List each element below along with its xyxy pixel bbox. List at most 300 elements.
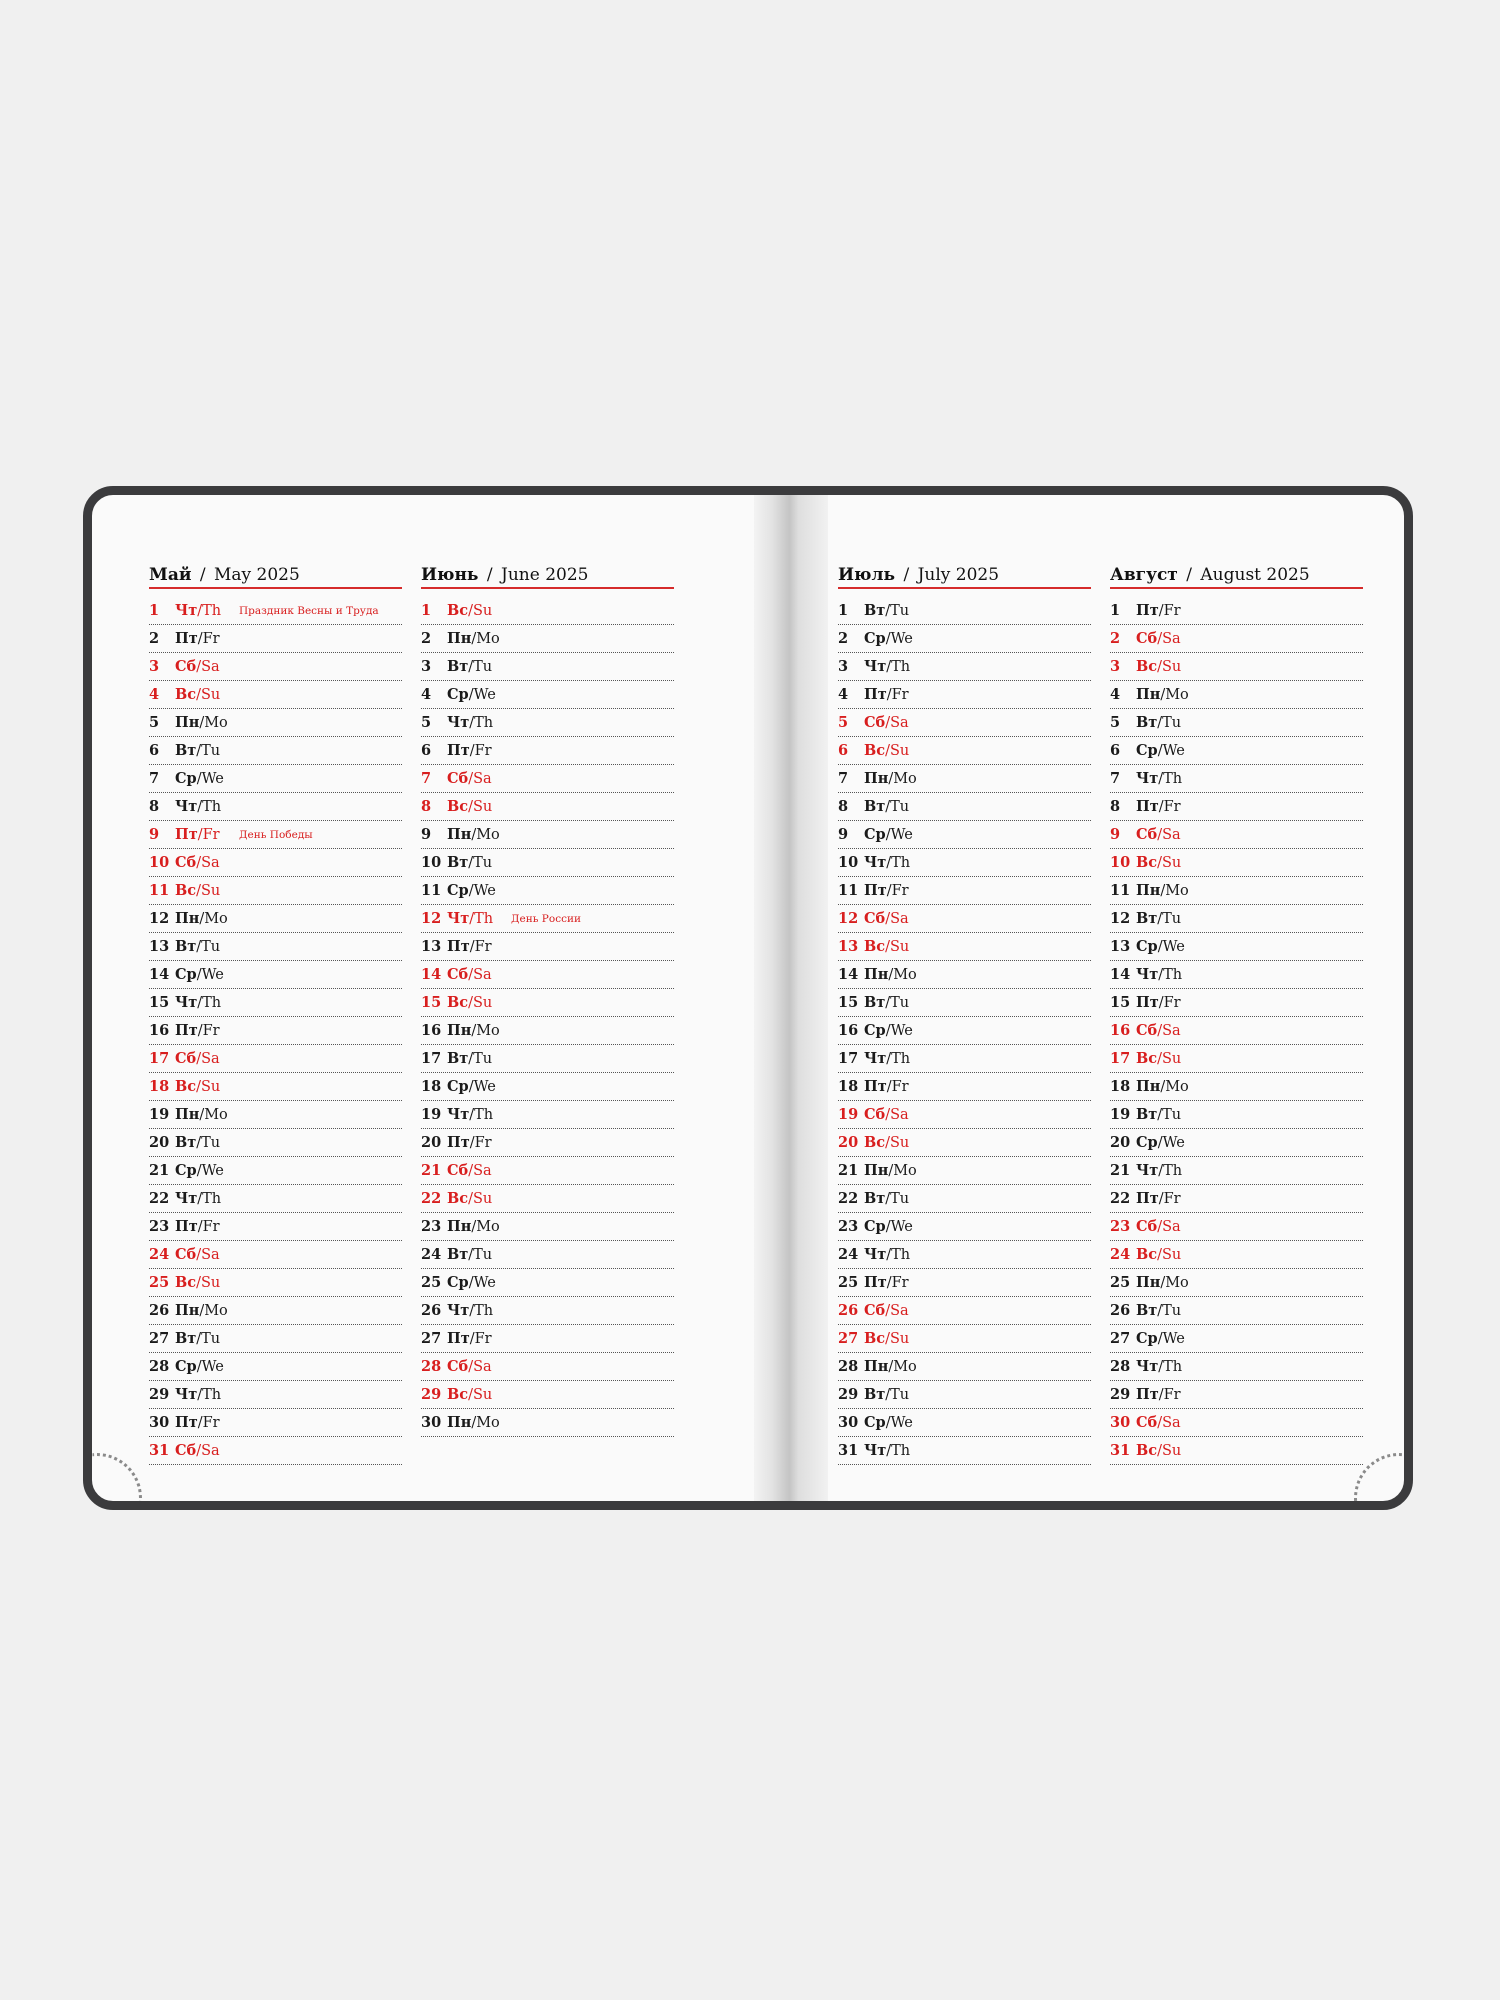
day-number: 4 <box>421 686 432 703</box>
day-number: 14 <box>1110 966 1131 983</box>
weekday-en: Tu <box>473 1247 493 1263</box>
weekday-ru: Сб <box>864 910 886 927</box>
weekday-ru: Пт <box>175 826 198 843</box>
day-number: 25 <box>149 1274 170 1291</box>
weekday-en: Su <box>889 1135 910 1151</box>
weekday-ru: Вс <box>447 994 469 1011</box>
weekday-en: Th <box>474 715 494 731</box>
day-number: 26 <box>421 1302 442 1319</box>
weekday-en: Fr <box>1163 799 1181 815</box>
day-number: 5 <box>1110 714 1121 731</box>
day-number: 29 <box>1110 1386 1131 1403</box>
weekday-en: Mo <box>893 771 917 787</box>
weekday-en: Mo <box>1165 883 1189 899</box>
day-row <box>838 878 1091 905</box>
weekday-ru: Чт <box>1136 770 1159 787</box>
weekday-en: Su <box>472 1191 493 1207</box>
day-number: 20 <box>421 1134 442 1151</box>
day-number: 22 <box>1110 1190 1131 1207</box>
day-row <box>149 1102 402 1129</box>
weekday-ru: Ср <box>864 1022 886 1039</box>
weekday-en: We <box>890 1023 913 1039</box>
weekday-en: We <box>201 1359 224 1375</box>
weekday-ru: Пн <box>1136 1078 1161 1095</box>
weekday-separator: / <box>469 1331 475 1347</box>
weekday-en: Fr <box>1163 995 1181 1011</box>
weekday-en: Fr <box>202 827 220 843</box>
day-row <box>838 682 1091 709</box>
weekday-en: Sa <box>890 1107 909 1123</box>
holiday-note: День России <box>511 913 581 925</box>
weekday-ru: Вс <box>175 1078 197 1095</box>
weekday-ru: Чт <box>447 714 470 731</box>
weekday-separator: / <box>885 1387 891 1403</box>
weekday-en: Tu <box>890 1191 910 1207</box>
weekday-en: Fr <box>474 743 492 759</box>
day-number: 11 <box>1110 882 1131 899</box>
day-number: 14 <box>421 966 442 983</box>
weekday-ru: Пн <box>447 826 472 843</box>
weekday-ru: Вс <box>447 602 469 619</box>
weekday-ru: Вт <box>447 1050 469 1067</box>
weekday-ru: Вт <box>175 742 197 759</box>
day-row <box>149 1438 402 1465</box>
day-number: 5 <box>421 714 432 731</box>
weekday-ru: Пт <box>447 1330 470 1347</box>
day-number: 31 <box>149 1442 170 1459</box>
day-number: 9 <box>421 826 432 843</box>
day-number: 1 <box>1110 602 1121 619</box>
weekday-en: Mo <box>476 827 500 843</box>
weekday-en: We <box>473 883 496 899</box>
weekday-ru: Вт <box>447 854 469 871</box>
weekday-ru: Сб <box>175 1442 197 1459</box>
day-number: 7 <box>421 770 432 787</box>
weekday-separator: / <box>199 911 205 927</box>
weekday-separator: / <box>196 1135 202 1151</box>
day-row <box>421 654 674 681</box>
weekday-separator: / <box>468 659 474 675</box>
day-row <box>838 598 1091 625</box>
weekday-ru: Пт <box>1136 994 1159 1011</box>
weekday-ru: Пн <box>864 1162 889 1179</box>
weekday-separator: / <box>196 743 202 759</box>
weekday-ru: Пн <box>1136 686 1161 703</box>
day-row <box>421 1186 674 1213</box>
weekday-en: Su <box>1161 855 1182 871</box>
weekday-en: We <box>473 1079 496 1095</box>
day-number: 2 <box>149 630 160 647</box>
day-number: 28 <box>149 1358 170 1375</box>
weekday-separator: / <box>196 855 202 871</box>
weekday-separator: / <box>885 1219 891 1235</box>
day-row <box>1110 1046 1363 1073</box>
day-row <box>1110 1326 1363 1353</box>
weekday-en: Fr <box>891 687 909 703</box>
day-number: 12 <box>149 910 170 927</box>
day-number: 4 <box>149 686 160 703</box>
weekday-en: Tu <box>201 1331 221 1347</box>
weekday-separator: / <box>199 715 205 731</box>
day-number: 26 <box>838 1302 859 1319</box>
day-number: 1 <box>838 602 849 619</box>
day-row <box>149 1326 402 1353</box>
day-number: 8 <box>149 798 160 815</box>
day-number: 29 <box>149 1386 170 1403</box>
weekday-ru: Пн <box>864 1358 889 1375</box>
weekday-ru: Вт <box>864 1190 886 1207</box>
weekday-ru: Пн <box>447 1022 472 1039</box>
day-row <box>1110 1074 1363 1101</box>
book-gutter <box>754 495 828 1501</box>
day-row <box>421 1046 674 1073</box>
day-row <box>149 1186 402 1213</box>
weekday-separator: / <box>196 1275 201 1291</box>
day-row <box>421 1354 674 1381</box>
day-row <box>838 1326 1091 1353</box>
day-number: 7 <box>149 770 160 787</box>
day-number: 14 <box>149 966 170 983</box>
weekday-ru: Пт <box>447 938 470 955</box>
weekday-ru: Ср <box>1136 938 1158 955</box>
day-number: 28 <box>838 1358 859 1375</box>
weekday-ru: Ср <box>447 1078 469 1095</box>
day-number: 10 <box>838 854 859 871</box>
day-row <box>838 1130 1091 1157</box>
weekday-ru: Пн <box>864 770 889 787</box>
day-row <box>838 766 1091 793</box>
weekday-ru: Чт <box>864 1050 887 1067</box>
day-number: 14 <box>838 966 859 983</box>
weekday-ru: Сб <box>447 770 469 787</box>
weekday-en: Fr <box>474 1331 492 1347</box>
day-row <box>149 1074 402 1101</box>
weekday-en: Fr <box>202 1023 220 1039</box>
weekday-separator: / <box>471 631 477 647</box>
day-row <box>1110 794 1363 821</box>
weekday-separator: / <box>886 1247 892 1263</box>
day-row <box>838 1410 1091 1437</box>
weekday-en: Mo <box>476 631 500 647</box>
day-list <box>149 598 402 1465</box>
day-row <box>838 626 1091 653</box>
weekday-ru: Пт <box>175 630 198 647</box>
day-number: 17 <box>149 1050 170 1067</box>
weekday-en: Tu <box>201 939 221 955</box>
weekday-separator: / <box>196 967 202 983</box>
weekday-en: Sa <box>473 1359 492 1375</box>
day-number: 28 <box>421 1358 442 1375</box>
weekday-ru: Чт <box>447 910 470 927</box>
weekday-ru: Пт <box>864 1078 887 1095</box>
weekday-en: Sa <box>201 1051 220 1067</box>
day-row <box>1110 1130 1363 1157</box>
weekday-en: Th <box>202 603 222 619</box>
day-number: 28 <box>1110 1358 1131 1375</box>
weekday-ru: Чт <box>864 854 887 871</box>
day-row <box>149 1298 402 1325</box>
weekday-en: Fr <box>1163 1191 1181 1207</box>
day-row <box>421 934 674 961</box>
day-row <box>838 1242 1091 1269</box>
day-number: 21 <box>421 1162 442 1179</box>
day-number: 6 <box>149 742 160 759</box>
weekday-separator: / <box>1157 855 1162 871</box>
day-number: 13 <box>149 938 170 955</box>
weekday-en: Th <box>202 1387 222 1403</box>
weekday-separator: / <box>885 631 891 647</box>
weekday-en: Sa <box>890 715 909 731</box>
weekday-en: Su <box>889 1331 910 1347</box>
day-number: 15 <box>1110 994 1131 1011</box>
day-row <box>1110 990 1363 1017</box>
weekday-separator: / <box>471 827 477 843</box>
weekday-separator: / <box>1158 1359 1164 1375</box>
weekday-separator: / <box>196 1079 201 1095</box>
weekday-separator: / <box>469 1135 475 1151</box>
day-row <box>838 654 1091 681</box>
day-number: 13 <box>421 938 442 955</box>
month-column-june <box>421 565 674 1438</box>
day-number: 20 <box>838 1134 859 1151</box>
day-number: 2 <box>1110 630 1121 647</box>
day-row <box>838 850 1091 877</box>
day-number: 7 <box>1110 770 1121 787</box>
day-number: 22 <box>421 1190 442 1207</box>
day-number: 27 <box>1110 1330 1131 1347</box>
day-row <box>421 1074 674 1101</box>
weekday-en: Sa <box>1162 1023 1181 1039</box>
day-number: 2 <box>421 630 432 647</box>
day-number: 18 <box>1110 1078 1131 1095</box>
weekday-en: Su <box>472 1387 493 1403</box>
weekday-ru: Пн <box>175 1302 200 1319</box>
weekday-ru: Чт <box>864 1246 887 1263</box>
weekday-en: Mo <box>893 967 917 983</box>
weekday-en: We <box>201 771 224 787</box>
day-number: 20 <box>1110 1134 1131 1151</box>
weekday-ru: Вс <box>175 882 197 899</box>
weekday-separator: / <box>1158 1163 1164 1179</box>
day-number: 23 <box>1110 1218 1131 1235</box>
day-number: 8 <box>1110 798 1121 815</box>
day-row <box>421 738 674 765</box>
day-row <box>149 878 402 905</box>
weekday-en: Tu <box>890 799 910 815</box>
weekday-separator: / <box>886 1079 892 1095</box>
day-number: 19 <box>838 1106 859 1123</box>
weekday-ru: Пн <box>1136 1274 1161 1291</box>
weekday-ru: Вс <box>1136 1442 1158 1459</box>
weekday-separator: / <box>888 1163 894 1179</box>
weekday-separator: / <box>885 995 891 1011</box>
day-number: 30 <box>1110 1414 1131 1431</box>
day-row <box>1110 878 1363 905</box>
day-row <box>1110 1298 1363 1325</box>
weekday-separator: / <box>1157 1331 1163 1347</box>
weekday-separator: / <box>468 799 473 815</box>
weekday-separator: / <box>885 1135 890 1151</box>
weekday-separator: / <box>471 1415 477 1431</box>
weekday-ru: Сб <box>1136 1414 1158 1431</box>
weekday-ru: Пт <box>1136 798 1159 815</box>
day-row <box>421 822 674 849</box>
weekday-ru: Чт <box>447 1302 470 1319</box>
weekday-separator: / <box>1157 1219 1163 1235</box>
weekday-ru: Пн <box>1136 882 1161 899</box>
weekday-separator: / <box>885 715 891 731</box>
weekday-separator: / <box>196 883 201 899</box>
weekday-en: Tu <box>473 659 493 675</box>
day-row <box>149 990 402 1017</box>
day-number: 10 <box>421 854 442 871</box>
day-number: 24 <box>1110 1246 1131 1263</box>
weekday-separator: / <box>1157 939 1163 955</box>
weekday-separator: / <box>196 1331 202 1347</box>
day-number: 6 <box>421 742 432 759</box>
weekday-ru: Ср <box>447 882 469 899</box>
weekday-separator: / <box>886 1275 892 1291</box>
day-number: 2 <box>838 630 849 647</box>
weekday-ru: Ср <box>864 1414 886 1431</box>
weekday-en: Tu <box>201 1135 221 1151</box>
day-row <box>421 1214 674 1241</box>
weekday-separator: / <box>1160 1275 1166 1291</box>
weekday-separator: / <box>469 715 475 731</box>
day-row <box>149 1382 402 1409</box>
day-row <box>149 962 402 989</box>
weekday-separator: / <box>468 883 474 899</box>
day-row <box>838 1018 1091 1045</box>
day-row <box>421 1298 674 1325</box>
weekday-ru: Чт <box>175 798 198 815</box>
weekday-ru: Вт <box>1136 910 1158 927</box>
day-number: 23 <box>149 1218 170 1235</box>
weekday-ru: Пт <box>864 686 887 703</box>
month-column-august <box>1110 565 1363 1466</box>
weekday-separator: / <box>196 1359 202 1375</box>
day-row <box>1110 1382 1363 1409</box>
weekday-ru: Чт <box>447 1106 470 1123</box>
weekday-separator: / <box>1157 743 1163 759</box>
weekday-en: We <box>1162 1331 1185 1347</box>
month-title <box>838 565 1091 589</box>
weekday-separator: / <box>468 1191 473 1207</box>
weekday-separator: / <box>469 911 475 927</box>
weekday-ru: Чт <box>175 602 198 619</box>
weekday-en: Tu <box>1162 911 1182 927</box>
weekday-en: Mo <box>204 715 228 731</box>
day-number: 6 <box>838 742 849 759</box>
day-row <box>1110 654 1363 681</box>
weekday-en: Tu <box>890 995 910 1011</box>
day-number: 16 <box>1110 1022 1131 1039</box>
weekday-separator: / <box>196 687 201 703</box>
weekday-ru: Ср <box>175 1358 197 1375</box>
weekday-ru: Вт <box>864 602 886 619</box>
day-row <box>421 850 674 877</box>
weekday-en: We <box>473 1275 496 1291</box>
weekday-ru: Вс <box>447 798 469 815</box>
weekday-ru: Вс <box>175 1274 197 1291</box>
weekday-ru: Чт <box>175 994 198 1011</box>
day-number: 22 <box>838 1190 859 1207</box>
weekday-separator: / <box>196 1163 202 1179</box>
day-number: 19 <box>421 1106 442 1123</box>
day-list <box>1110 598 1363 1465</box>
weekday-separator: / <box>1157 631 1163 647</box>
day-number: 8 <box>421 798 432 815</box>
day-row <box>1110 1410 1363 1437</box>
day-row <box>838 1270 1091 1297</box>
weekday-en: We <box>890 1219 913 1235</box>
weekday-separator: / <box>1157 911 1163 927</box>
weekday-en: Tu <box>890 603 910 619</box>
day-row <box>149 1354 402 1381</box>
day-number: 15 <box>149 994 170 1011</box>
month-name-ru: Август <box>1110 565 1178 585</box>
day-row <box>838 1158 1091 1185</box>
weekday-separator: / <box>885 1331 890 1347</box>
weekday-separator: / <box>199 1107 205 1123</box>
weekday-ru: Сб <box>1136 630 1158 647</box>
weekday-en: Th <box>891 1247 911 1263</box>
day-row <box>1110 1438 1363 1465</box>
weekday-ru: Ср <box>1136 1330 1158 1347</box>
weekday-en: Fr <box>202 1219 220 1235</box>
weekday-en: Mo <box>476 1219 500 1235</box>
weekday-ru: Сб <box>447 1162 469 1179</box>
day-row <box>1110 934 1363 961</box>
day-row <box>421 962 674 989</box>
weekday-en: Su <box>472 799 493 815</box>
weekday-separator: / <box>197 1023 203 1039</box>
day-number: 22 <box>149 1190 170 1207</box>
day-number: 16 <box>421 1022 442 1039</box>
weekday-en: Fr <box>1163 603 1181 619</box>
day-row <box>838 794 1091 821</box>
day-number: 30 <box>838 1414 859 1431</box>
weekday-ru: Чт <box>175 1386 198 1403</box>
day-row <box>149 822 402 849</box>
weekday-en: Su <box>200 1275 221 1291</box>
weekday-en: Sa <box>1162 631 1181 647</box>
weekday-ru: Пт <box>864 1274 887 1291</box>
day-row <box>149 1214 402 1241</box>
day-row <box>838 906 1091 933</box>
weekday-en: Th <box>202 799 222 815</box>
weekday-en: Th <box>1163 771 1183 787</box>
weekday-ru: Пт <box>1136 602 1159 619</box>
weekday-en: Sa <box>473 1163 492 1179</box>
day-row <box>149 934 402 961</box>
weekday-en: Th <box>202 1191 222 1207</box>
day-row <box>149 850 402 877</box>
weekday-separator: / <box>885 603 891 619</box>
weekday-ru: Вс <box>1136 1246 1158 1263</box>
weekday-en: Th <box>1163 967 1183 983</box>
weekday-separator: / <box>1157 827 1163 843</box>
weekday-en: Th <box>891 1051 911 1067</box>
weekday-separator: / <box>886 855 892 871</box>
weekday-ru: Сб <box>175 1050 197 1067</box>
day-row <box>1110 906 1363 933</box>
day-row <box>421 682 674 709</box>
day-row <box>421 710 674 737</box>
weekday-separator: / <box>1158 799 1164 815</box>
day-row <box>421 1242 674 1269</box>
day-number: 5 <box>838 714 849 731</box>
